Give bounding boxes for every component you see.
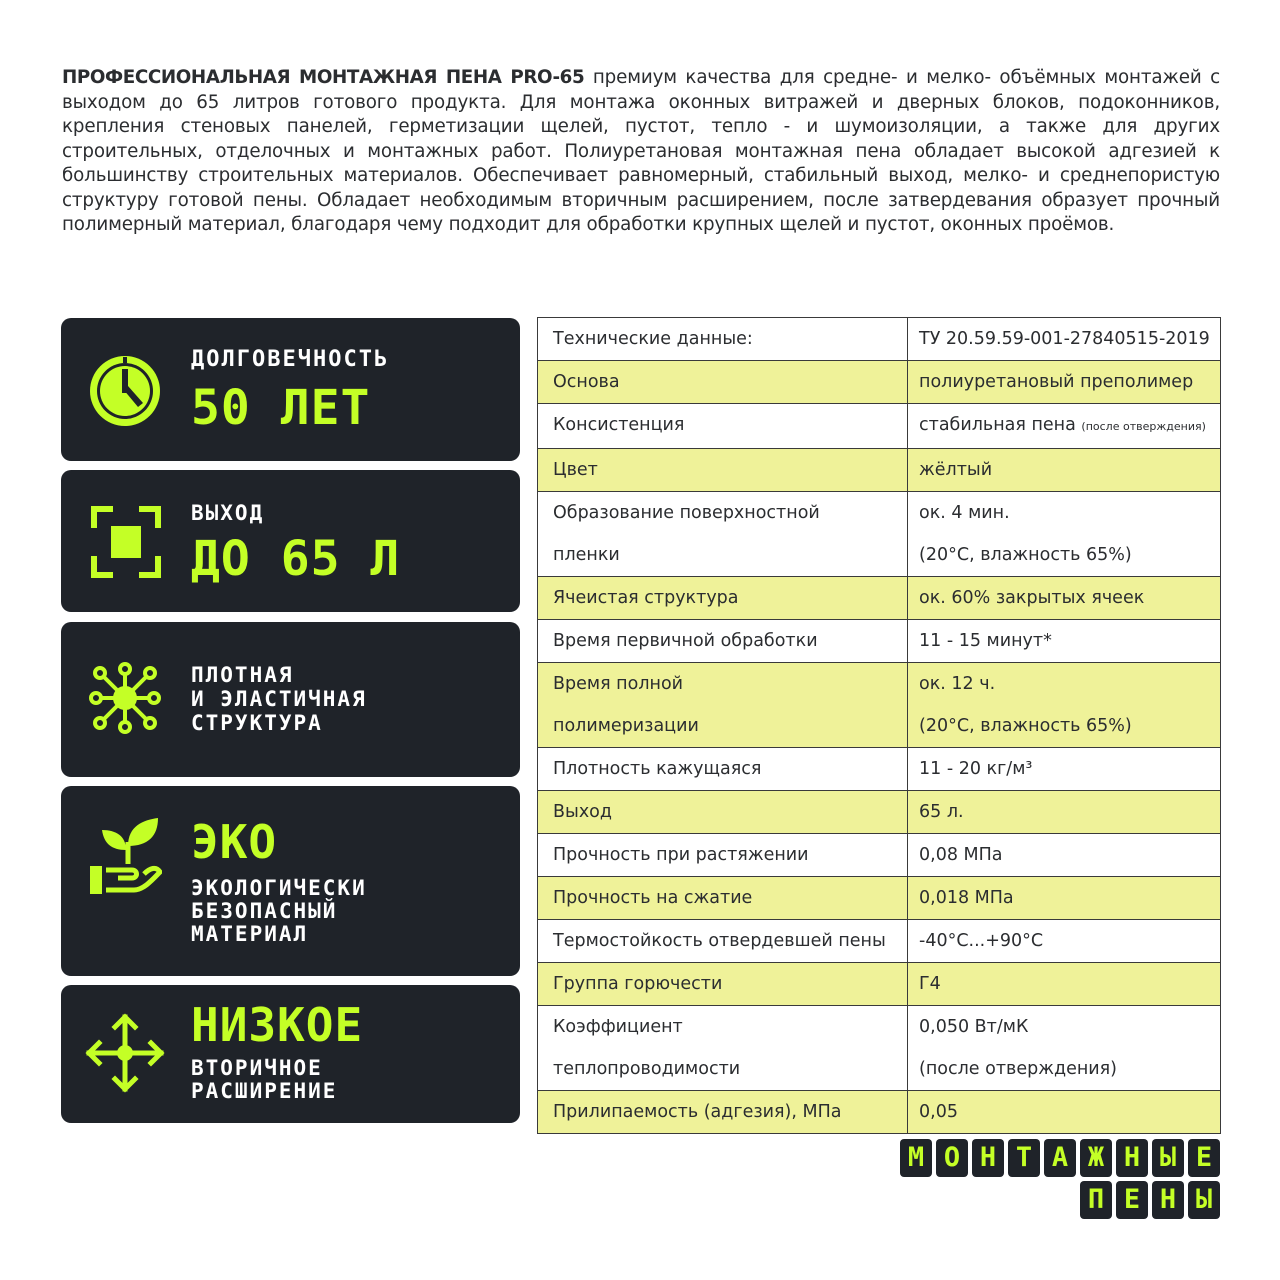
logo-letter: Н [972, 1139, 1004, 1177]
spec-key: Группа горючести [538, 963, 908, 1006]
structure-line1: ПЛОТНАЯ [191, 663, 294, 687]
spec-key: Технические данные: [538, 318, 908, 361]
spec-value: ок. 60% закрытых ячеек [908, 577, 1221, 620]
card-eco [61, 786, 520, 976]
table-row [538, 748, 1221, 791]
table-row [538, 663, 1221, 748]
spec-key [538, 1006, 908, 1091]
spec-value: 65 л. [908, 791, 1221, 834]
table-row [538, 877, 1221, 920]
logo-line2 [900, 1181, 1220, 1219]
expansion-value: НИЗКОЕ [191, 998, 364, 1052]
spec-key-line: Образование поверхностной [553, 503, 820, 523]
table-row [538, 1006, 1221, 1091]
logo-letter: Е [1188, 1139, 1220, 1177]
table-row [538, 361, 1221, 404]
logo-letter: М [900, 1139, 932, 1177]
spec-key-line: Коэффициент [553, 1017, 683, 1037]
eco-value: ЭКО [191, 815, 278, 869]
spec-value: ТУ 20.59.59-001-27840515-2019 [908, 318, 1221, 361]
logo-letter: О [936, 1139, 968, 1177]
hand-plant-icon [88, 816, 162, 896]
logo-letter: Ы [1188, 1181, 1220, 1219]
spec-value: Г4 [908, 963, 1221, 1006]
durability-value: 50 ЛЕТ [191, 380, 371, 436]
table-row [538, 449, 1221, 492]
spec-value: 0,08 МПа [908, 834, 1221, 877]
spec-key: Ячеистая структура [538, 577, 908, 620]
spec-key: Термостойкость отвердевшей пены [538, 920, 908, 963]
frame-square-icon [91, 506, 161, 578]
spec-value [908, 663, 1221, 748]
table-row [538, 492, 1221, 577]
card-expansion [61, 985, 520, 1123]
eco-line1: ЭКОЛОГИЧЕСКИ [191, 876, 367, 900]
structure-line2: И ЭЛАСТИЧНАЯ [191, 687, 367, 711]
intro-text: премиум качества для средне- и мелко- объёмных монтажей с выходом до 65 литров готового продукта. Для монтажа оконных витражей и дверных блоков, подоконников, крепления стеновых панелей, герметизации щелей, пустот, тепло - и шумоизоляции, а также для других строительных, отделочных и монтажных работ. Полиуретановая монтажная пена обладает высокой адгезией к большинству строительных материалов. Обеспечивает равномерный, стабильный выход, мелко- и среднепористую структуру готовой пены. Обладает необходимым вторичным расширением, после затвердевания образует прочный полимерный материал, благодаря чему подходит для обработки крупных щелей и пустот, оконных проёмов. [62, 67, 1220, 235]
eco-line2: БЕЗОПАСНЫЙ [191, 899, 338, 923]
spec-key: Основа [538, 361, 908, 404]
card-durability [61, 318, 520, 461]
spec-value: 0,05 [908, 1091, 1221, 1134]
brand-logo [900, 1139, 1220, 1223]
logo-letter: Н [1152, 1181, 1184, 1219]
logo-letter: Ы [1152, 1139, 1184, 1177]
yield-value: ДО 65 Л [191, 531, 401, 587]
expansion-line1: ВТОРИЧНОЕ [191, 1056, 323, 1080]
expansion-line2: РАСШИРЕНИЕ [191, 1079, 338, 1103]
structure-line3: СТРУКТУРА [191, 711, 323, 735]
spec-key: Прочность при растяжении [538, 834, 908, 877]
molecule-icon [89, 662, 161, 734]
table-row [538, 920, 1221, 963]
spec-value-line: ок. 4 мин. [919, 503, 1010, 523]
logo-letter: Т [1008, 1139, 1040, 1177]
spec-key: Выход [538, 791, 908, 834]
table-row [538, 404, 1221, 449]
logo-letter: П [1080, 1181, 1112, 1219]
spec-value: 11 - 15 минут* [908, 620, 1221, 663]
spec-key: Консистенция [538, 404, 908, 449]
intro-paragraph [62, 66, 1220, 238]
spec-key [538, 492, 908, 577]
spec-value-line: (после отверждения) [919, 1059, 1118, 1079]
eco-line3: МАТЕРИАЛ [191, 922, 309, 946]
table-row [538, 620, 1221, 663]
spec-key: Плотность кажущаяся [538, 748, 908, 791]
spec-key: Прилипаемость (адгезия), МПа [538, 1091, 908, 1134]
spec-value-line: ок. 12 ч. [919, 674, 996, 694]
spec-key: Цвет [538, 449, 908, 492]
spec-value-line: (20°C, влажность 65%) [919, 545, 1132, 565]
logo-letter: Н [1116, 1139, 1148, 1177]
spec-key-line: полимеризации [553, 716, 699, 736]
table-row [538, 834, 1221, 877]
spec-key-line: пленки [553, 545, 620, 565]
spec-value [908, 492, 1221, 577]
logo-line1 [900, 1139, 1220, 1177]
spec-value [908, 1006, 1221, 1091]
spec-value: жёлтый [908, 449, 1221, 492]
spec-value: 11 - 20 кг/м³ [908, 748, 1221, 791]
spec-value: 0,018 МПа [908, 877, 1221, 920]
spec-value-note: (после отверждения) [1081, 420, 1206, 433]
spec-key-line: Время полной [553, 674, 684, 694]
spec-key: Прочность на сжатие [538, 877, 908, 920]
logo-letter: А [1044, 1139, 1076, 1177]
arrows-expand-icon [83, 1011, 167, 1095]
table-row [538, 577, 1221, 620]
table-row [538, 963, 1221, 1006]
yield-label: ВЫХОД [191, 501, 265, 525]
durability-label: ДОЛГОВЕЧНОСТЬ [191, 347, 390, 372]
spec-table [537, 317, 1221, 1134]
spec-value-text: стабильная пена [919, 415, 1076, 435]
logo-letter: Ж [1080, 1139, 1112, 1177]
spec-key [538, 663, 908, 748]
logo-letter: Е [1116, 1181, 1148, 1219]
spec-value-line: (20°C, влажность 65%) [919, 716, 1132, 736]
table-row [538, 1091, 1221, 1134]
table-row [538, 791, 1221, 834]
spec-value-line: 0,050 Вт/мК [919, 1017, 1029, 1037]
spec-value: полиуретановый преполимер [908, 361, 1221, 404]
spec-header-row [538, 318, 1221, 361]
spec-value [908, 404, 1221, 449]
spec-value: -40°C...+90°C [908, 920, 1221, 963]
product-title: ПРОФЕССИОНАЛЬНАЯ МОНТАЖНАЯ ПЕНА PRO-65 [62, 67, 585, 88]
spec-key-line: теплопроводимости [553, 1059, 741, 1079]
card-structure [61, 622, 520, 777]
clock-icon [87, 353, 163, 429]
spec-key: Время первичной обработки [538, 620, 908, 663]
card-yield [61, 470, 520, 612]
